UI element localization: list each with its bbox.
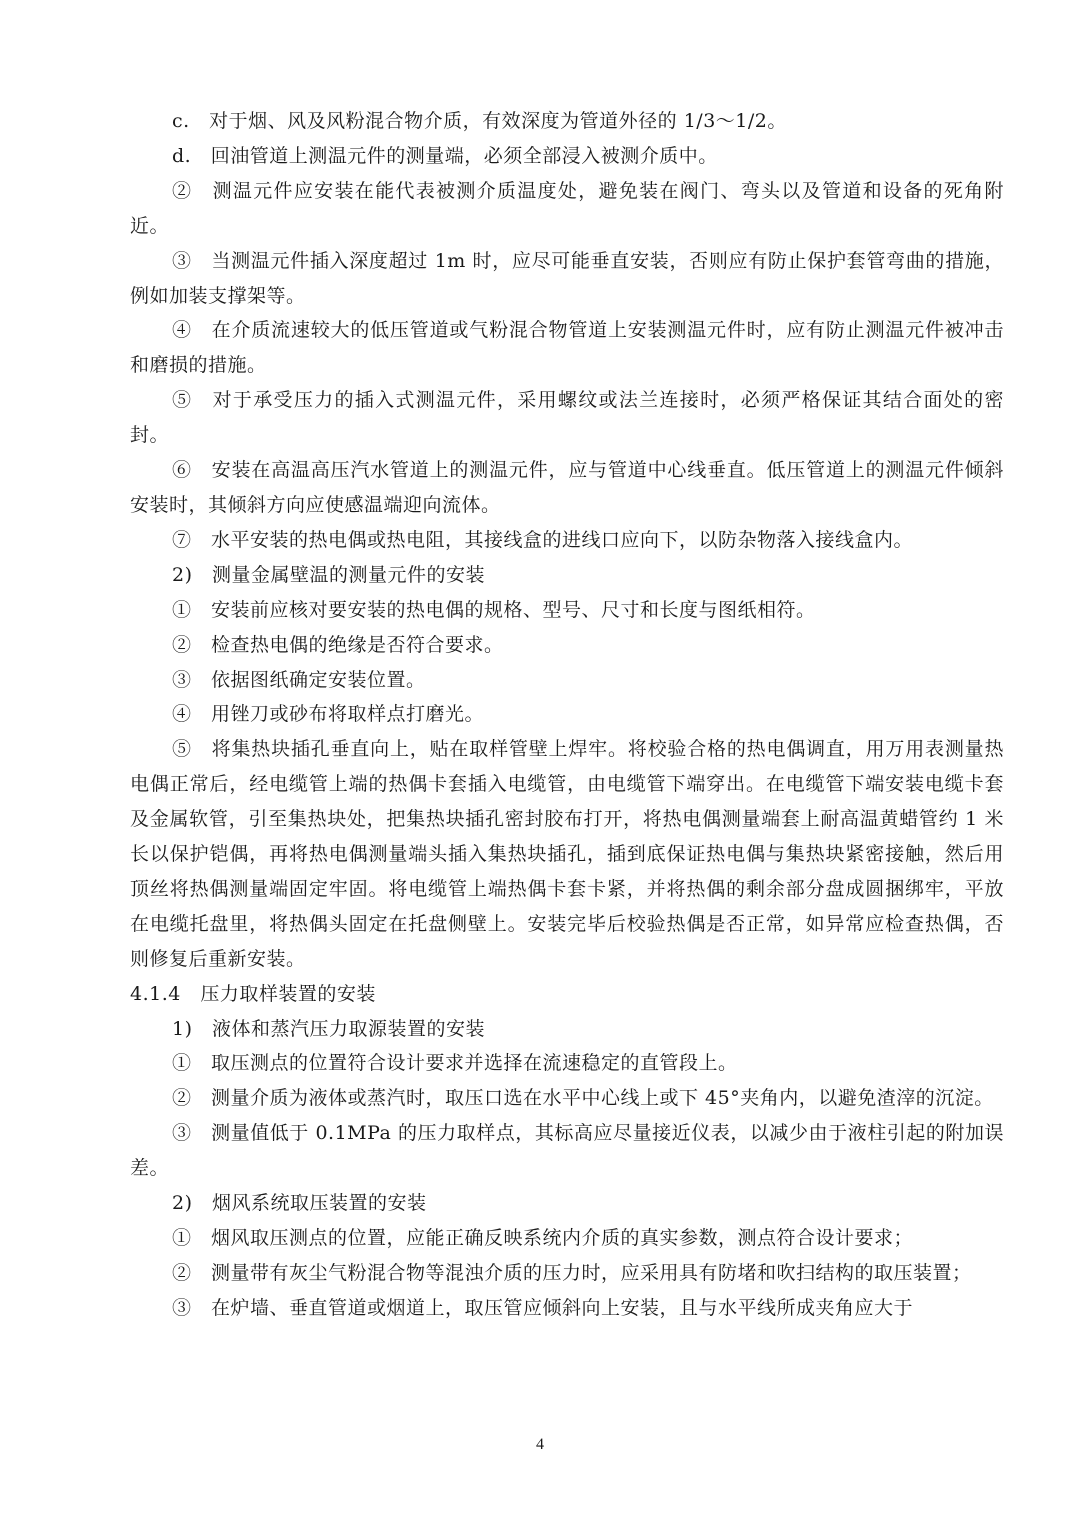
paragraph-2-pressure-port-angle: ② 测量介质为液体或蒸汽时，取压口选在水平中心线上或下 45°夹角内，以避免渣滓的沉淀。 xyxy=(172,1087,994,1110)
section-metal-wall-temp: 2) 测量金属壁温的测量元件的安装 xyxy=(172,563,486,586)
paragraph-4-polish: ④ 用锉刀或砂布将取样点打磨光。 xyxy=(172,703,485,726)
section-liquid-steam-pressure: 1) 液体和蒸汽压力取源装置的安装 xyxy=(172,1017,486,1040)
paragraph-6-high-temp-pipe: ⑥ 安装在高温高压汽水管道上的测温元件，应与管道中心线垂直。低压管道上的测温元件倾斜安装时，其倾斜方向应使感温端迎向流体。 xyxy=(130,459,1004,516)
paragraph-3-low-pressure-point: ③ 测量值低于 0.1MPa 的压力取样点，其标高应尽量接近仪表，以减少由于液柱引起的附加误差。 xyxy=(130,1122,1004,1180)
paragraph-1-pressure-point-location: ① 取压测点的位置符合设计要求并选择在流速稳定的直管段上。 xyxy=(172,1052,738,1075)
paragraph-3-inclined-install: ③ 在炉墙、垂直管道或烟道上，取压管应倾斜向上安装，且与水平线所成夹角应大于 xyxy=(172,1296,914,1319)
paragraph-7-junction-box: ⑦ 水平安装的热电偶或热电阻，其接线盒的进线口应向下，以防杂物落入接线盒内。 xyxy=(172,528,914,551)
paragraph-5-install-procedure: ⑤ 将集热块插孔垂直向上，贴在取样管壁上焊牢。将校验合格的热电偶调直，用万用表测量热电偶正常后，经电缆管上端的热偶卡套插入电缆管，由电缆管下端穿出。在电缆管下端安装电缆卡套及金属软管，引至集热块处，把集热块插孔密封胶布打开，将热电偶测量端套上耐高温黄蜡管约 1 米长以保护铠偶，再将热电偶测量端头插入集热块插孔，插到底保证热电偶与集热块紧密接触，然后用顶丝将热偶测量端固定牢固。将电缆管上端热偶卡套卡紧，并将热偶的剩余部分盘成圆捆绑牢，平放在电缆托盘里，将热偶头固定在托盘侧壁上。安装完毕后校验热偶是否正常，如异常应检查热偶，否则修复后重新安装。 xyxy=(130,738,1004,970)
paragraph-1-check-specs: ① 安装前应核对要安装的热电偶的规格、型号、尺寸和长度与图纸相符。 xyxy=(172,598,816,621)
paragraph-c-smoke-wind-depth: c. 对于烟、风及风粉混合物介质，有效深度为管道外径的 1/3～1/2。 xyxy=(172,110,787,132)
section-heading-4-1-4: 4.1.4 压力取样装置的安装 xyxy=(130,982,376,1005)
paragraph-3-determine-position: ③ 依据图纸确定安装位置。 xyxy=(172,668,426,691)
paragraph-2-dusty-medium: ② 测量带有灰尘气粉混合物等混浊介质的压力时，应采用具有防堵和吹扫结构的取压装置； xyxy=(172,1261,972,1284)
paragraph-4-wear-protection: ④ 在介质流速较大的低压管道或气粉混合物管道上安装测温元件时，应有防止测温元件被冲击和磨损的措施。 xyxy=(130,319,1004,377)
page-number: 4 xyxy=(536,1436,544,1453)
paragraph-5-pressure-sealing: ⑤ 对于承受压力的插入式测温元件，采用螺纹或法兰连接时，必须严格保证其结合面处的密封。 xyxy=(130,389,1004,447)
paragraph-2-representative-location: ② 测温元件应安装在能代表被测介质温度处，避免装在阀门、弯头以及管道和设备的死角附近。 xyxy=(130,179,1004,237)
paragraph-1-flue-point-position: ① 烟风取压测点的位置，应能正确反映系统内介质的真实参数，测点符合设计要求； xyxy=(172,1227,914,1249)
paragraph-3-vertical-install: ③ 当测温元件插入深度超过 1m 时，应尽可能垂直安装，否则应有防止保护套管弯曲的措施，例如加装支撑架等。 xyxy=(130,249,1004,307)
section-flue-gas-pressure: 2) 烟风系统取压装置的安装 xyxy=(172,1192,427,1215)
paragraph-2-insulation-check: ② 检查热电偶的绝缘是否符合要求。 xyxy=(172,633,504,656)
document-body xyxy=(130,104,1004,1326)
paragraph-d-oil-return: d. 回油管道上测温元件的测量端，必须全部浸入被测介质中。 xyxy=(172,144,718,167)
